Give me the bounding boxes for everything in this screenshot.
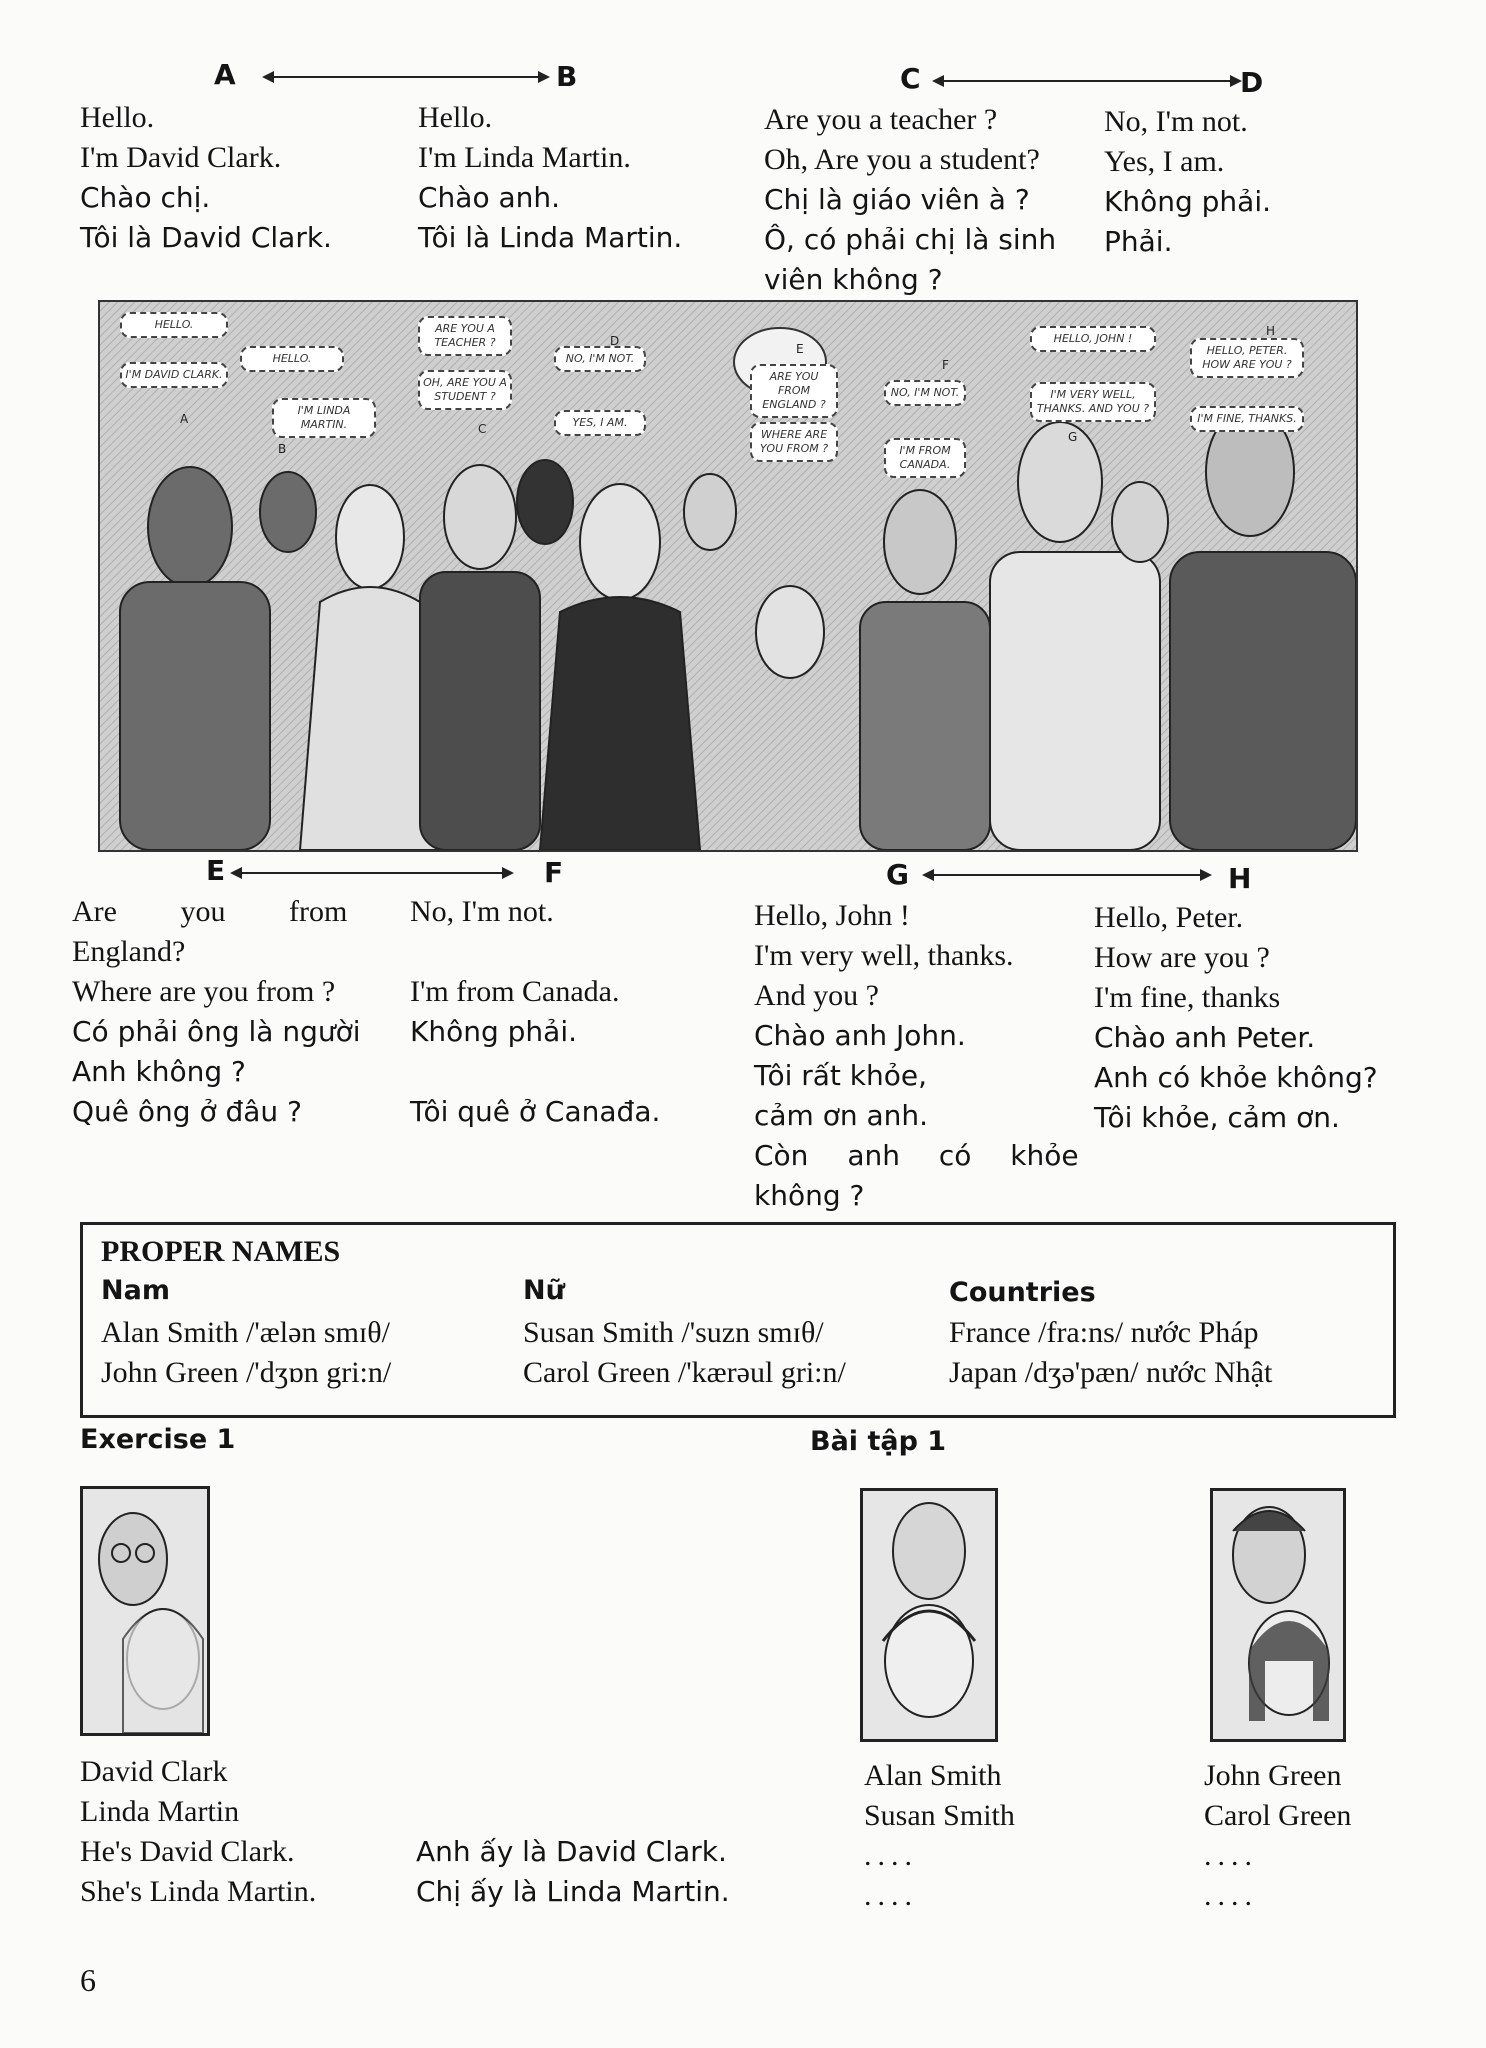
speech-bubble-b1: HELLO. bbox=[240, 346, 344, 372]
exercise-mid-text bbox=[864, 1756, 1015, 1916]
text-line: Linda Martin bbox=[80, 1795, 240, 1828]
speech-bubble-g2: I'M VERY WELL, THANKS. AND YOU ? bbox=[1030, 382, 1156, 422]
text-line: .... bbox=[864, 1839, 918, 1872]
bubble-letter-g: G bbox=[1068, 430, 1078, 444]
speech-bubble-d1: NO, I'M NOT. bbox=[554, 346, 646, 372]
list-item: John Green /'dʒɒn gri:n/ bbox=[101, 1356, 392, 1389]
text-line: He's David Clark. bbox=[80, 1835, 295, 1868]
countries-list bbox=[949, 1313, 1272, 1393]
countries-heading: Countries bbox=[949, 1277, 1096, 1308]
text-line: Tôi quê ở Canađa. bbox=[410, 1095, 661, 1128]
speech-bubble-f2: I'M FROM CANADA. bbox=[884, 438, 966, 478]
text-line: Anh có khỏe không? bbox=[1094, 1061, 1378, 1094]
speech-bubble-g1: HELLO, JOHN ! bbox=[1030, 326, 1156, 352]
nu-heading: Nữ bbox=[523, 1275, 565, 1306]
dialogue-c bbox=[764, 100, 1056, 300]
list-item: Susan Smith /'suzn smɪθ/ bbox=[523, 1316, 824, 1349]
label-b: B bbox=[556, 60, 578, 93]
text-line: Carol Green bbox=[1204, 1799, 1352, 1832]
label-d: D bbox=[1240, 66, 1264, 99]
text-line: .... bbox=[1204, 1839, 1258, 1872]
speech-bubble-h2: I'M FINE, THANKS. bbox=[1190, 406, 1304, 432]
text-line: David Clark bbox=[80, 1755, 228, 1788]
text-line: .... bbox=[864, 1879, 918, 1912]
speech-bubble-c1: ARE YOU A TEACHER ? bbox=[418, 316, 512, 356]
text-line: Tôi rất khỏe, bbox=[754, 1059, 928, 1092]
text-line: Hello, Peter. bbox=[1094, 901, 1244, 934]
text-line: Chào anh Peter. bbox=[1094, 1021, 1316, 1054]
portrait-drawing bbox=[1213, 1491, 1343, 1739]
text-line: Chào anh John. bbox=[754, 1019, 966, 1052]
dialogue-d bbox=[1104, 102, 1271, 262]
text-line: Susan Smith bbox=[864, 1799, 1015, 1832]
speech-bubble-d2: YES, I AM. bbox=[554, 410, 646, 436]
speech-bubble-h1: HELLO, PETER. HOW ARE YOU ? bbox=[1190, 338, 1304, 378]
arrow-a-b bbox=[272, 76, 540, 78]
label-g: G bbox=[886, 858, 909, 891]
text-line: không ? bbox=[754, 1179, 865, 1212]
exercise-title-vi: Bài tập 1 bbox=[810, 1426, 947, 1457]
list-item: Japan /dʒə'pæn/ nước Nhật bbox=[949, 1356, 1273, 1389]
text-line: Không phải. bbox=[410, 1015, 578, 1048]
text-line: Alan Smith bbox=[864, 1759, 1002, 1792]
text-line: Hello, John ! bbox=[754, 899, 910, 932]
dialogue-g bbox=[754, 896, 1079, 1216]
text-line: I'm very well, thanks. bbox=[754, 939, 1014, 972]
party-scene-drawing bbox=[100, 302, 1356, 850]
bubble-letter-a: A bbox=[180, 412, 189, 426]
text-line: I'm David Clark. bbox=[80, 141, 282, 174]
arrow-g-h bbox=[932, 874, 1202, 876]
text-line: She's Linda Martin. bbox=[80, 1875, 317, 1908]
exercise-right-text bbox=[1204, 1756, 1351, 1916]
label-a: A bbox=[214, 58, 236, 91]
exercise-left-vi bbox=[416, 1832, 730, 1912]
bubble-letter-c: C bbox=[478, 422, 487, 436]
text-line: Are you from bbox=[72, 895, 348, 928]
dialogue-h bbox=[1094, 898, 1378, 1138]
text-line: cảm ơn anh. bbox=[754, 1099, 929, 1132]
text-line: Yes, I am. bbox=[1104, 145, 1225, 178]
bubble-letter-d: D bbox=[610, 334, 620, 348]
list-item: France /fra:ns/ nước Pháp bbox=[949, 1316, 1259, 1349]
list-item: Alan Smith /'ælən smɪθ/ bbox=[101, 1316, 390, 1349]
label-f: F bbox=[544, 856, 564, 889]
text-line: Are you a teacher ? bbox=[764, 103, 998, 136]
nu-list bbox=[523, 1313, 846, 1393]
text-line: Hello. bbox=[418, 101, 493, 134]
proper-names-box bbox=[80, 1222, 1396, 1418]
text-line: England? bbox=[72, 935, 186, 968]
proper-names-title: PROPER NAMES bbox=[101, 1235, 341, 1268]
text-line: Tôi là Linda Martin. bbox=[418, 221, 683, 254]
speech-bubble-e1: ARE YOU FROM ENGLAND ? bbox=[750, 364, 838, 418]
dialogue-a bbox=[80, 98, 332, 258]
text-line: Có phải ông là người bbox=[72, 1015, 361, 1048]
list-item: Carol Green /'kærəul gri:n/ bbox=[523, 1356, 846, 1389]
arrow-c-d bbox=[942, 80, 1232, 82]
dialogue-e bbox=[72, 892, 362, 1132]
portrait-alan-susan bbox=[860, 1488, 998, 1742]
speech-bubble-b2: I'M LINDA MARTIN. bbox=[272, 398, 376, 438]
text-line: No, I'm not. bbox=[410, 895, 554, 928]
arrow-e-f bbox=[240, 872, 504, 874]
portrait-david-linda bbox=[80, 1486, 210, 1736]
label-e: E bbox=[206, 854, 226, 887]
text-line: viên không ? bbox=[764, 263, 943, 296]
text-line: Ô, có phải chị là sinh bbox=[764, 223, 1057, 256]
label-c: C bbox=[900, 62, 921, 95]
text-line bbox=[410, 932, 660, 972]
nam-heading: Nam bbox=[101, 1275, 170, 1306]
dialogue-b bbox=[418, 98, 682, 258]
speech-bubble-a1: HELLO. bbox=[120, 312, 228, 338]
label-h: H bbox=[1228, 862, 1252, 895]
text-line: Oh, Are you a student? bbox=[764, 143, 1040, 176]
text-line: Where are you from ? bbox=[72, 975, 336, 1008]
exercise-left-text bbox=[80, 1752, 316, 1912]
text-line: Chị là giáo viên à ? bbox=[764, 183, 1030, 216]
text-line: Chào chị. bbox=[80, 181, 211, 214]
text-line: Tôi khỏe, cảm ơn. bbox=[1094, 1101, 1340, 1134]
text-line: Không phải. bbox=[1104, 185, 1272, 218]
page-number: 6 bbox=[80, 1962, 96, 1998]
bubble-letter-e: E bbox=[796, 342, 804, 356]
nam-list bbox=[101, 1313, 391, 1393]
text-line: Chào anh. bbox=[418, 181, 561, 214]
bubble-letter-h: H bbox=[1266, 324, 1276, 338]
bubble-letter-f: F bbox=[942, 358, 949, 372]
party-illustration bbox=[98, 300, 1358, 852]
text-line: Còn anh có khỏe bbox=[754, 1139, 1079, 1172]
speech-bubble-a2: I'M DAVID CLARK. bbox=[120, 362, 228, 388]
text-line: How are you ? bbox=[1094, 941, 1270, 974]
text-line: And you ? bbox=[754, 979, 879, 1012]
text-line: Quê ông ở đâu ? bbox=[72, 1095, 302, 1128]
text-line: I'm fine, thanks bbox=[1094, 981, 1281, 1014]
text-line: I'm Linda Martin. bbox=[418, 141, 631, 174]
text-line: I'm from Canada. bbox=[410, 975, 620, 1008]
text-line: .... bbox=[1204, 1879, 1258, 1912]
text-line: Anh không ? bbox=[72, 1055, 246, 1088]
text-line: John Green bbox=[1204, 1759, 1342, 1792]
text-line: No, I'm not. bbox=[1104, 105, 1248, 138]
text-line: Anh ấy là David Clark. bbox=[416, 1835, 727, 1868]
speech-bubble-f1: NO, I'M NOT. bbox=[884, 380, 966, 406]
text-line: Chị ấy là Linda Martin. bbox=[416, 1875, 730, 1908]
text-line: Phải. bbox=[1104, 225, 1173, 258]
text-line: Hello. bbox=[80, 101, 155, 134]
portrait-john-carol bbox=[1210, 1488, 1346, 1742]
bubble-letter-b: B bbox=[278, 442, 287, 456]
exercise-title: Exercise 1 bbox=[80, 1424, 236, 1455]
portrait-drawing bbox=[83, 1489, 207, 1733]
portrait-drawing bbox=[863, 1491, 995, 1739]
text-line: Tôi là David Clark. bbox=[80, 221, 332, 254]
text-line bbox=[410, 1052, 660, 1092]
dialogue-f bbox=[410, 892, 660, 1132]
speech-bubble-c2: OH, ARE YOU A STUDENT ? bbox=[418, 370, 512, 410]
speech-bubble-e2: WHERE ARE YOU FROM ? bbox=[750, 422, 838, 462]
